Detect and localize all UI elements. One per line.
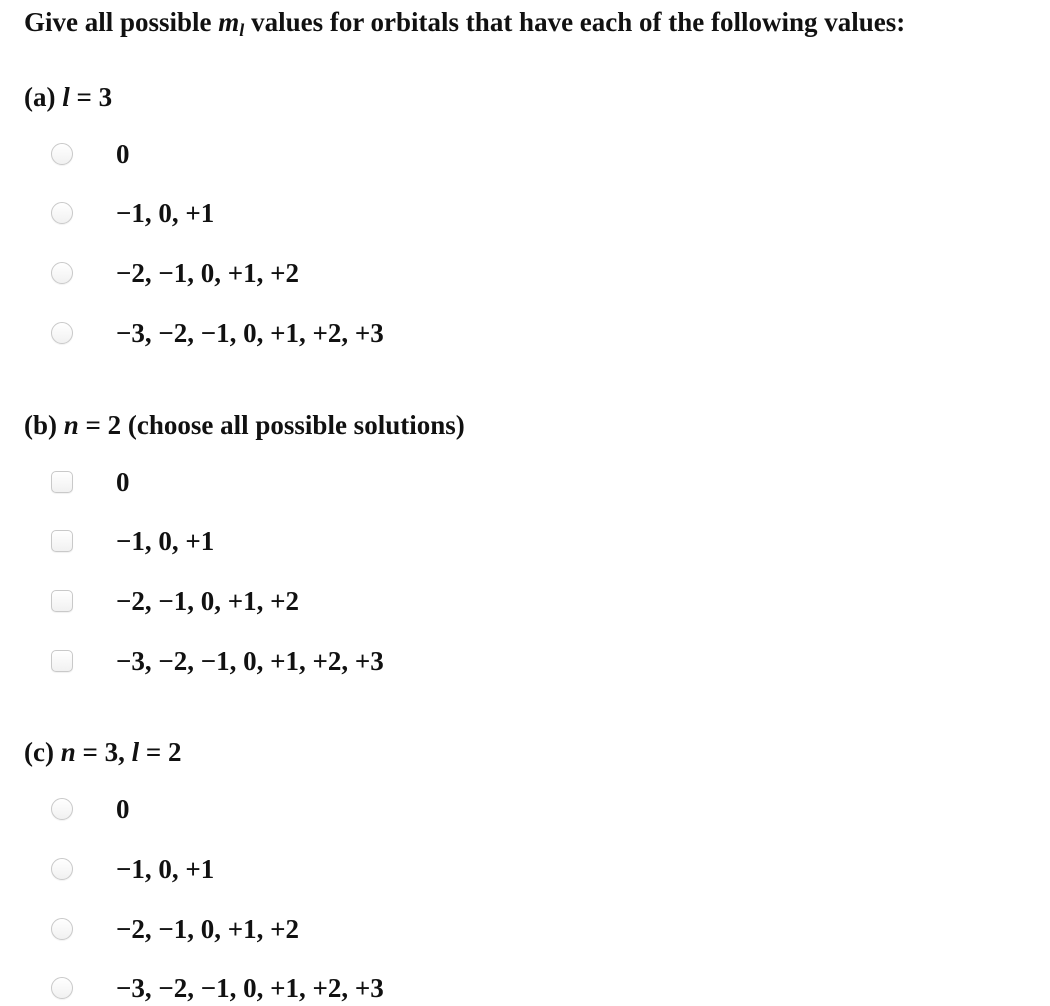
part-b-value: = 2 (choose all possible solutions)	[78, 410, 465, 440]
checkbox[interactable]	[51, 590, 73, 612]
option-label[interactable]: −1, 0, +1	[116, 526, 215, 556]
radio-button[interactable]	[51, 202, 73, 224]
question-suffix: values for orbitals that have each of the following values:	[244, 7, 906, 37]
radio-button[interactable]	[51, 918, 73, 940]
part-c-option-4[interactable]	[0, 970, 700, 1006]
radio-button[interactable]	[51, 262, 73, 284]
part-a-option-4[interactable]	[0, 315, 700, 351]
option-label[interactable]: −3, −2, −1, 0, +1, +2, +3	[116, 646, 384, 676]
part-c-var-n: n	[60, 737, 76, 767]
part-b-option-1[interactable]	[0, 464, 700, 500]
part-c-option-2[interactable]	[0, 851, 700, 887]
part-c-option-1[interactable]	[0, 791, 700, 827]
radio-button[interactable]	[51, 798, 73, 820]
part-b-heading	[24, 407, 465, 443]
part-b-option-4[interactable]	[0, 643, 700, 679]
part-a-value: = 3	[69, 82, 113, 112]
part-a-label: (a)	[24, 82, 63, 112]
part-c-heading	[24, 734, 182, 770]
part-c-value: = 2	[139, 737, 182, 767]
option-label[interactable]: −2, −1, 0, +1, +2	[116, 258, 300, 288]
option-label[interactable]: −1, 0, +1	[116, 854, 215, 884]
part-a-option-1[interactable]	[0, 136, 700, 172]
part-c-mid: = 3,	[75, 737, 132, 767]
part-a-option-3[interactable]	[0, 255, 700, 291]
checkbox[interactable]	[51, 471, 73, 493]
option-label[interactable]: −3, −2, −1, 0, +1, +2, +3	[116, 318, 384, 348]
part-a-option-2[interactable]	[0, 195, 700, 231]
question-prefix: Give all possible	[24, 7, 219, 37]
part-c-label: (c)	[24, 737, 61, 767]
part-a-var: l	[62, 82, 70, 112]
radio-button[interactable]	[51, 322, 73, 344]
option-label[interactable]: −2, −1, 0, +1, +2	[116, 914, 300, 944]
option-label[interactable]: −3, −2, −1, 0, +1, +2, +3	[116, 973, 384, 1003]
part-c-option-3[interactable]	[0, 911, 700, 947]
part-b-var: n	[63, 410, 79, 440]
radio-button[interactable]	[51, 977, 73, 999]
option-label[interactable]: 0	[116, 794, 130, 824]
radio-button[interactable]	[51, 858, 73, 880]
question-subscript: l	[239, 20, 245, 40]
part-a-heading	[24, 79, 112, 115]
part-c-var-l: l	[131, 737, 140, 767]
part-b-option-2[interactable]	[0, 523, 700, 559]
option-label[interactable]: −2, −1, 0, +1, +2	[116, 586, 300, 616]
option-label[interactable]: 0	[116, 467, 130, 497]
option-label[interactable]: 0	[116, 139, 130, 169]
question-var: m	[218, 7, 240, 37]
part-b-option-3[interactable]	[0, 583, 700, 619]
checkbox[interactable]	[51, 650, 73, 672]
part-b-label: (b)	[24, 410, 64, 440]
question-title	[24, 4, 905, 40]
radio-button[interactable]	[51, 143, 73, 165]
option-label[interactable]: −1, 0, +1	[116, 198, 215, 228]
checkbox[interactable]	[51, 530, 73, 552]
